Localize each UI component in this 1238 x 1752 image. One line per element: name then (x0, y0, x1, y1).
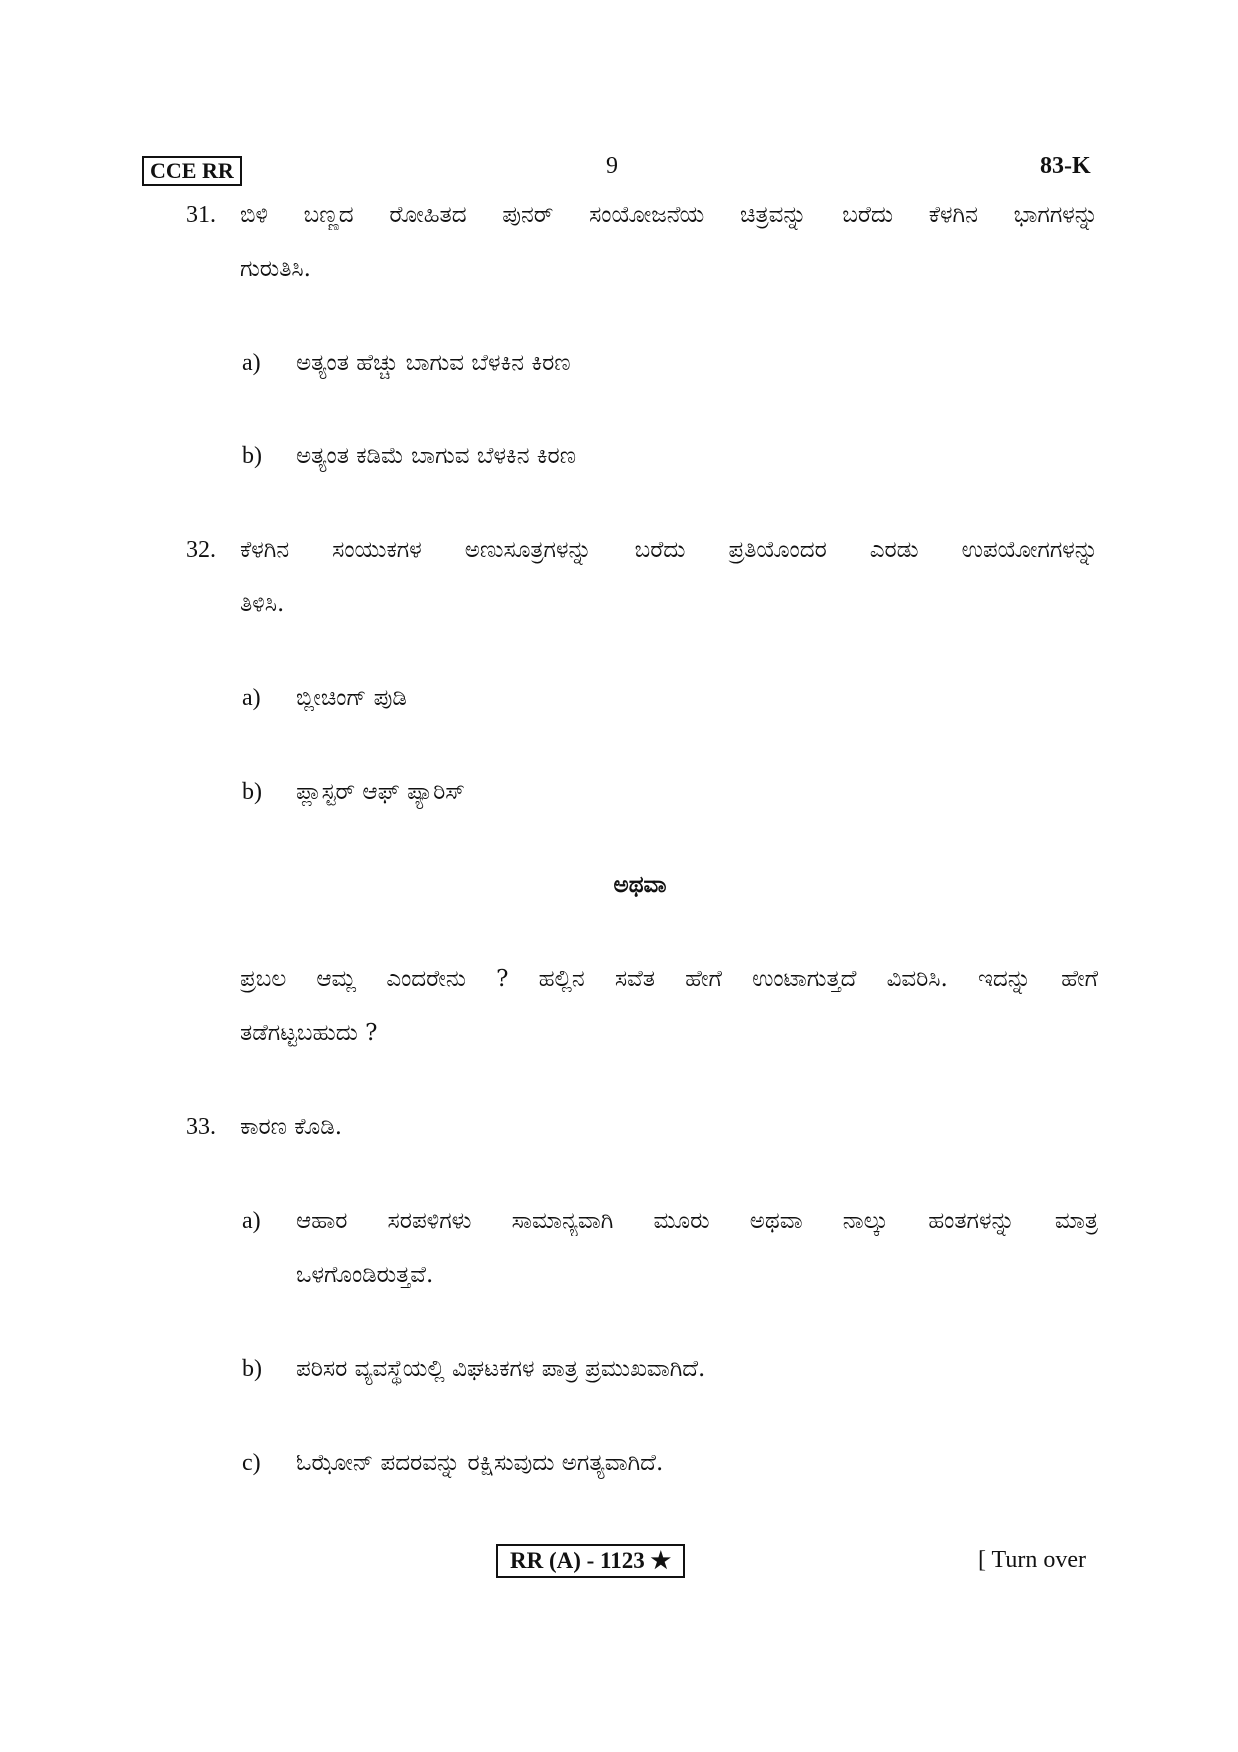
option-label: b) (242, 443, 262, 469)
subject-code: 83-K (1040, 153, 1091, 179)
paper-code-box: CCE RR (142, 156, 242, 186)
option-label: b) (242, 779, 262, 805)
or-separator: ಅಥವಾ (613, 871, 667, 898)
option-text: ಅತ್ಯಂತ ಹೆಚ್ಚು ಬಾಗುವ ಬೆಳಕಿನ ಕಿರಣ (296, 350, 571, 376)
option-text: ಅತ್ಯಂತ ಕಡಿಮೆ ಬಾಗುವ ಬೆಳಕಿನ ಕಿರಣ (296, 443, 577, 469)
page-number: 9 (606, 153, 618, 179)
option-text: ಪರಿಸರ ವ್ಯವಸ್ಥೆಯಲ್ಲಿ ವಿಘಟಕಗಳ ಪಾತ್ರ ಪ್ರಮುಖವಾಗಿದೆ. (296, 1356, 706, 1382)
question-text: ಕೆಳಗಿನ ಸಂಯುಕಗಳ ಅಣುಸೂತ್ರಗಳನ್ನು ಬರೆದು ಪ್ರತಿಯೊಂದರ ಎರಡು ಉಪಯೋಗಗಳನ್ನು (240, 537, 1098, 563)
option-label: a) (242, 350, 261, 376)
option-text: ಪ್ಲಾಸ್ಟರ್ ಆಫ್ ಪ್ಯಾರಿಸ್ (296, 779, 465, 805)
option-label: c) (242, 1450, 261, 1476)
option-label: a) (242, 685, 261, 711)
alternate-question-text-continued: ತಡೆಗಟ್ಟಬಹುದು ? (240, 1020, 378, 1046)
question-number: 33. (186, 1114, 216, 1140)
question-text: ಬಿಳಿ ಬಣ್ಣದ ರೋಹಿತದ ಪುನರ್ ಸಂಯೋಜನೆಯ ಚಿತ್ರವನ್ನು ಬರೆದು ಕೆಳಗಿನ ಭಾಗಗಳನ್ನು (240, 202, 1098, 228)
option-text: ಬ್ಲೀಚಿಂಗ್ ಪುಡಿ (296, 685, 407, 711)
option-text: ಆಹಾರ ಸರಪಳಿಗಳು ಸಾಮಾನ್ಯವಾಗಿ ಮೂರು ಅಥವಾ ನಾಲ್ಕು ಹಂತಗಳನ್ನು ಮಾತ್ರ (296, 1208, 1098, 1234)
option-text-continued: ಒಳಗೊಂಡಿರುತ್ತವೆ. (296, 1262, 434, 1288)
question-number: 32. (186, 537, 216, 563)
option-text: ಓಝೋನ್ ಪದರವನ್ನು ರಕ್ಷಿಸುವುದು ಅಗತ್ಯವಾಗಿದೆ. (296, 1450, 664, 1476)
question-number: 31. (186, 202, 216, 228)
option-label: a) (242, 1208, 261, 1234)
booklet-code-box: RR (A) - 1123 ★ (496, 1544, 685, 1578)
question-text-continued: ತಿಳಿಸಿ. (240, 591, 285, 617)
alternate-question-text: ಪ್ರಬಲ ಆಮ್ಲ ಎಂದರೇನು ? ಹಲ್ಲಿನ ಸವೆತ ಹೇಗೆ ಉಂಟಾಗುತ್ತದೆ ವಿವರಿಸಿ. ಇದನ್ನು ಹೇಗೆ (240, 966, 1098, 992)
turn-over-note: [ Turn over (978, 1547, 1087, 1573)
question-text-continued: ಗುರುತಿಸಿ. (240, 256, 311, 282)
question-text: ಕಾರಣ ಕೊಡಿ. (240, 1114, 342, 1140)
option-label: b) (242, 1356, 262, 1382)
